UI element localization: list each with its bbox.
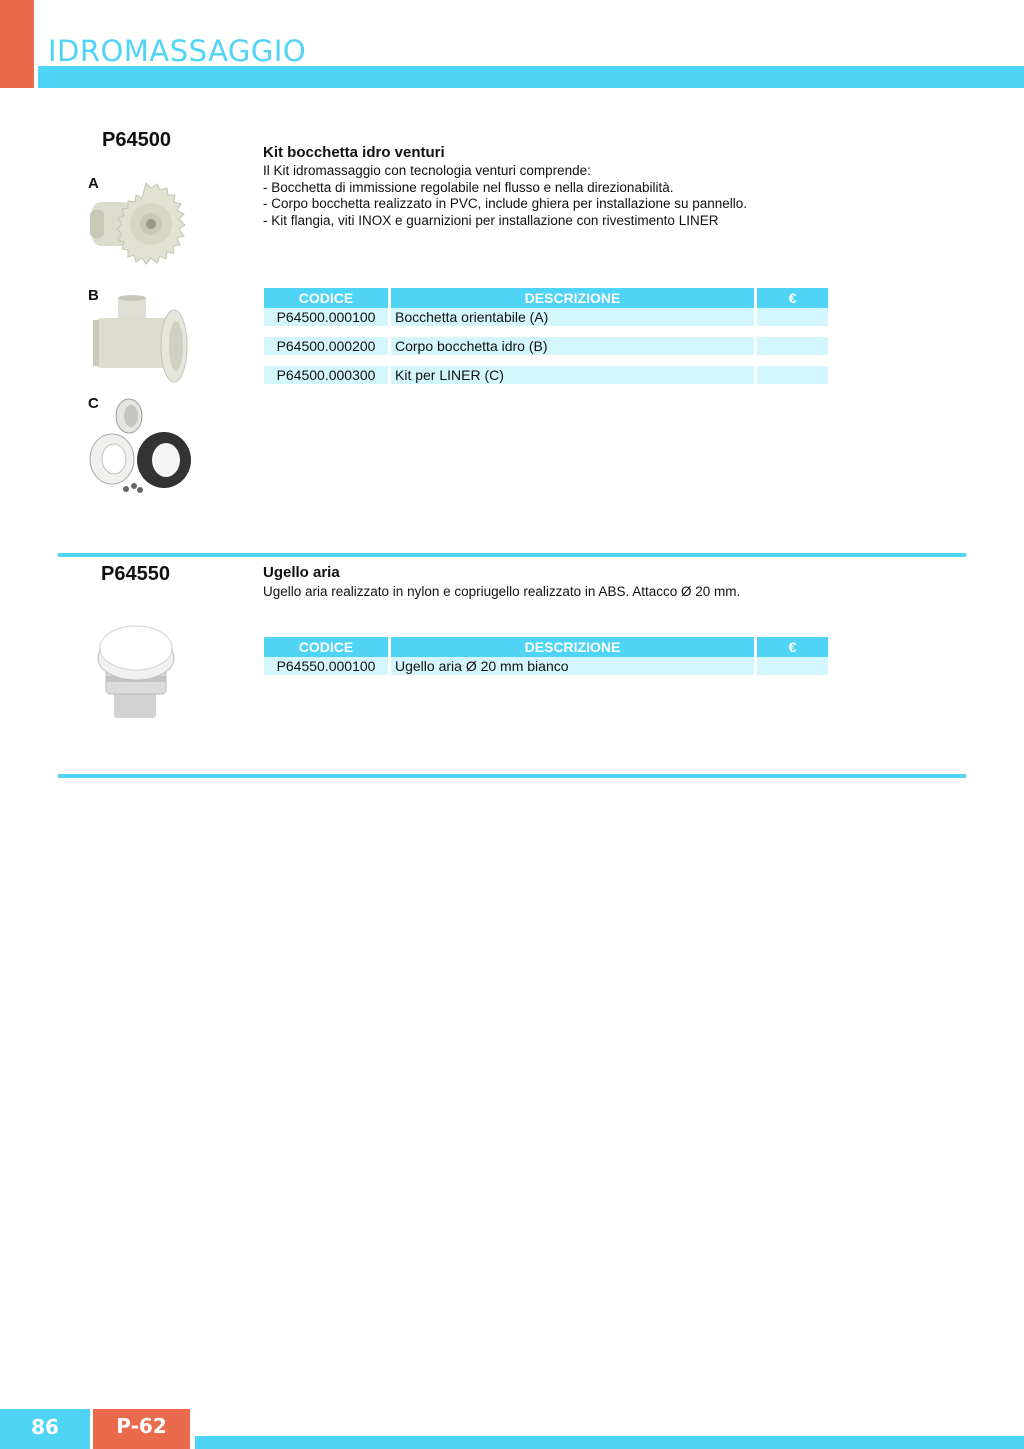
product-title-p64550: Ugello aria <box>263 564 340 581</box>
product-description-p64500 <box>263 163 747 229</box>
header-codice: CODICE <box>264 288 388 308</box>
table-header-row <box>264 288 828 308</box>
table-row <box>264 308 828 326</box>
page-number: 86 <box>0 1409 90 1449</box>
ugello-aria-image <box>92 618 184 724</box>
footer-bar <box>195 1436 1024 1449</box>
product-title-p64500: Kit bocchetta idro venturi <box>263 144 445 161</box>
row-description: Bocchetta orientabile (A) <box>391 308 754 326</box>
image-label-a: A <box>88 175 99 192</box>
kit-liner-image <box>86 397 196 499</box>
row-description: Corpo bocchetta idro (B) <box>391 337 754 355</box>
description-line: - Kit flangia, viti INOX e guarnizioni per installazione con rivestimento LINER <box>263 212 719 228</box>
header-descrizione: DESCRIZIONE <box>391 288 754 308</box>
price-table-p64500 <box>261 288 831 384</box>
description-line: - Bocchetta di immissione regolabile nel flusso e nella direzionabilità. <box>263 179 674 195</box>
table-row <box>264 366 828 384</box>
row-code: P64500.000100 <box>264 308 388 326</box>
corpo-bocchetta-image <box>88 294 193 390</box>
header-orange-block <box>0 0 34 88</box>
header-descrizione: DESCRIZIONE <box>391 637 754 657</box>
description-line: - Corpo bocchetta realizzato in PVC, include ghiera per installazione su pannello. <box>263 196 748 212</box>
table-header-row <box>264 637 828 657</box>
image-label-c: C <box>88 395 99 412</box>
product-code-p64550: P64550 <box>101 563 170 585</box>
row-description: Ugello aria Ø 20 mm bianco <box>391 657 754 675</box>
table-row <box>264 657 828 675</box>
row-code: P64500.000300 <box>264 366 388 384</box>
row-description: Kit per LINER (C) <box>391 366 754 384</box>
section-divider-bottom <box>58 774 966 778</box>
row-price <box>757 308 828 326</box>
row-price <box>757 366 828 384</box>
section-divider <box>58 553 966 557</box>
description-line: Il Kit idromassaggio con tecnologia venturi comprende: <box>263 163 591 178</box>
section-code: P-62 <box>93 1409 190 1449</box>
header-euro: € <box>757 288 828 308</box>
row-price <box>757 337 828 355</box>
row-code: P64550.000100 <box>264 657 388 675</box>
table-row <box>264 337 828 355</box>
description-line: Ugello aria realizzato in nylon e copriugello realizzato in ABS. Attacco Ø 20 mm. <box>263 584 741 599</box>
image-label-b: B <box>88 287 99 304</box>
bocchetta-orientabile-image <box>88 180 193 282</box>
section-title: IDROMASSAGGIO <box>48 34 307 68</box>
header-euro: € <box>757 637 828 657</box>
header-cyan-bar <box>38 66 1024 88</box>
row-code: P64500.000200 <box>264 337 388 355</box>
row-price <box>757 657 828 675</box>
product-code-p64500: P64500 <box>102 129 171 151</box>
price-table-p64550 <box>261 637 831 675</box>
product-description-p64550 <box>263 584 740 601</box>
header-codice: CODICE <box>264 637 388 657</box>
